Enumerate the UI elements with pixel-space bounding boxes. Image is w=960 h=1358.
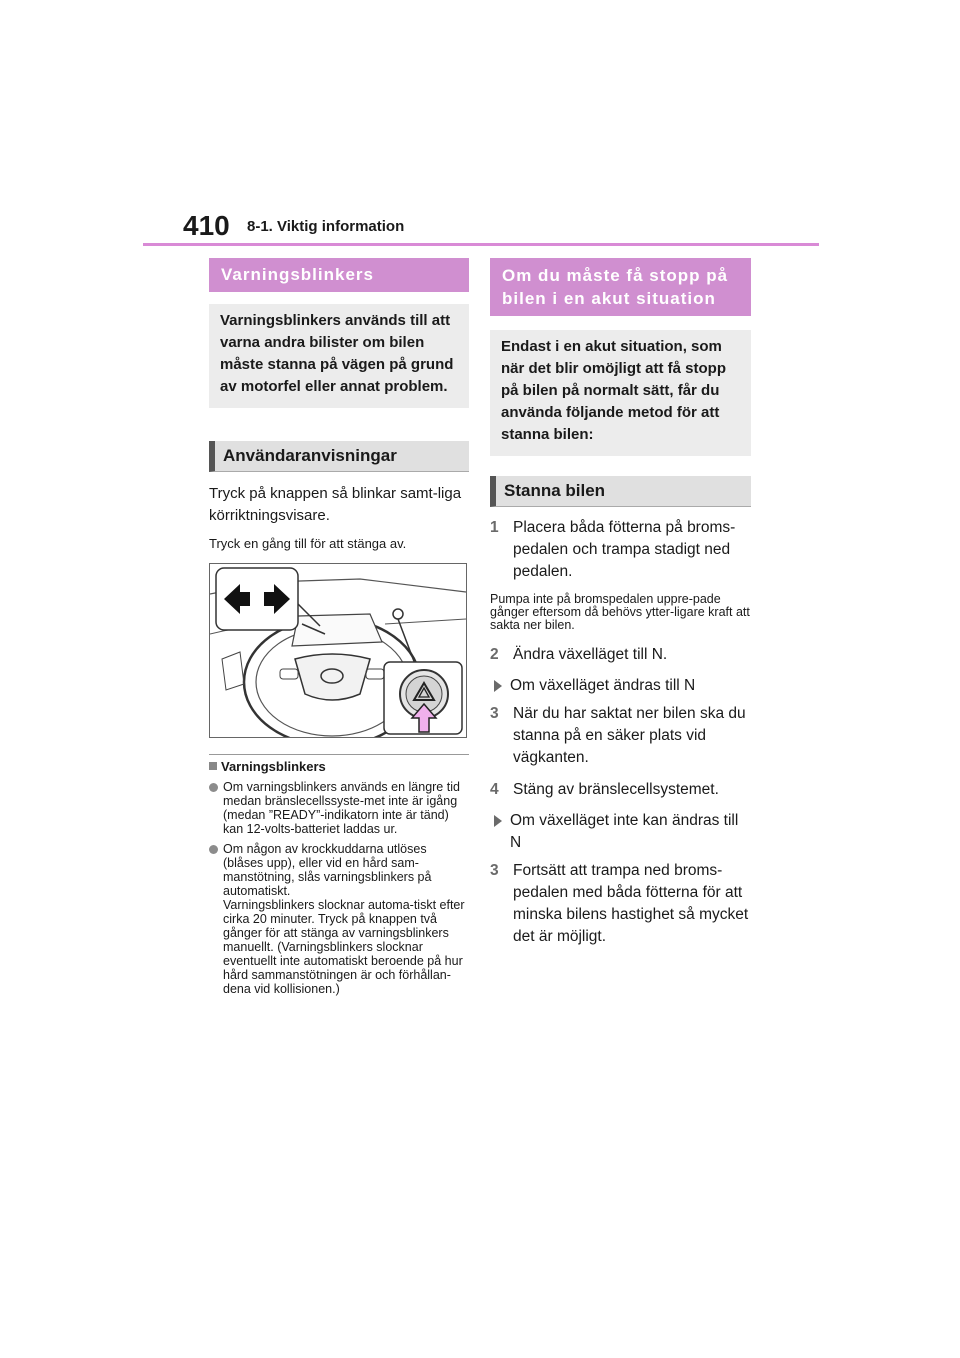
- step-number: 2: [490, 646, 499, 663]
- arrow-bullet-icon: [494, 815, 502, 827]
- step-number: 1: [490, 519, 499, 536]
- arrow-bullet-icon: [494, 680, 502, 692]
- step-number: 3: [490, 705, 499, 722]
- page-number: 410: [183, 210, 230, 241]
- step-3b: [490, 860, 751, 948]
- step-text: Stäng av bränslecellsystemet.: [513, 781, 719, 798]
- figure-divider: [209, 754, 469, 755]
- section-title-emergency-stop: Om du måste få stopp på bilen i en akut situation: [490, 258, 751, 316]
- section-reference: 8-1. Viktig information: [247, 218, 405, 235]
- intro-box-emergency: Endast i en akut situation, som när det blir omöjligt att få stopp på bilen på normalt sätt, får du använda följande metod för att stanna bilen:: [490, 330, 751, 456]
- case-cannot-shift: [490, 810, 751, 854]
- step-number: 3: [490, 862, 499, 879]
- case-shift-to-n: [490, 675, 751, 697]
- instruction-text: Tryck på knappen så blinkar samt-liga körriktningsvisare.: [209, 485, 462, 524]
- note-text: Om varningsblinkers används en längre tid medan bränslecellssyste-met inte är igång (medan ”READY”-indikatorn inte är tänd) kan 12-volts-batteriet laddas ur.: [223, 780, 460, 836]
- step-text: Placera båda fötterna på broms-pedalen och trampa stadigt ned pedalen.: [513, 519, 736, 580]
- intro-box-hazard: Varningsblinkers används till att varna andra bilister om bilen måste stanna på vägen på grund av motorfel eller annat problem.: [209, 304, 469, 408]
- square-bullet-icon: [209, 762, 217, 770]
- note-text: Varningsblinkers slocknar automa-tiskt efter cirka 20 minuter. Tryck på knappen två gånger för att stänga av varningsblinkers manuellt. (Varningsblinkers slocknar eventuellt inte automatiskt beroende på hur hård sammanstötningen är och förhållan-dena vid kollisionen.): [223, 898, 465, 996]
- notes-title-text: Varningsblinkers: [221, 759, 326, 774]
- section-title-hazard: Varningsblinkers: [209, 258, 469, 292]
- step-text: När du har saktat ner bilen ska du stanna på en säker plats vid vägkanten.: [513, 705, 746, 766]
- subheading-stop-car: Stanna bilen: [490, 476, 751, 507]
- step-number: 4: [490, 781, 499, 798]
- step-2: [490, 644, 751, 666]
- step-3a: [490, 703, 751, 769]
- step-1: [490, 517, 751, 583]
- dashboard-illustration: [209, 563, 467, 738]
- right-column: [490, 258, 751, 948]
- note-text: Om någon av krockkuddarna utlöses (blåses upp), eller vid en hård sam-manstötning, slås varningsblinkers på automatiskt.: [223, 842, 432, 898]
- step-text: Fortsätt att trampa ned broms-pedalen med båda fötterna för att minska bilens hastighet så mycket det är möjligt.: [513, 862, 749, 945]
- header-rule: [143, 243, 819, 246]
- circle-bullet-icon: [209, 845, 218, 854]
- instruction-note: Tryck en gång till för att stänga av.: [209, 536, 407, 551]
- note-item: [209, 842, 469, 996]
- case-text: Om växelläget ändras till N: [510, 677, 696, 694]
- case-text: Om växelläget inte kan ändras till N: [510, 812, 739, 851]
- left-column: [209, 258, 469, 996]
- subheading-user-instructions: Användaranvisningar: [209, 441, 469, 472]
- step-4: [490, 779, 751, 801]
- note-item: [209, 780, 469, 836]
- circle-bullet-icon: [209, 783, 218, 792]
- step-text: Ändra växelläget till N.: [513, 646, 668, 663]
- step-1-note: Pumpa inte på bromspedalen uppre-pade gånger eftersom då behövs ytter-ligare kraft att sakta ner bilen.: [490, 592, 750, 632]
- notes-heading: [209, 759, 469, 774]
